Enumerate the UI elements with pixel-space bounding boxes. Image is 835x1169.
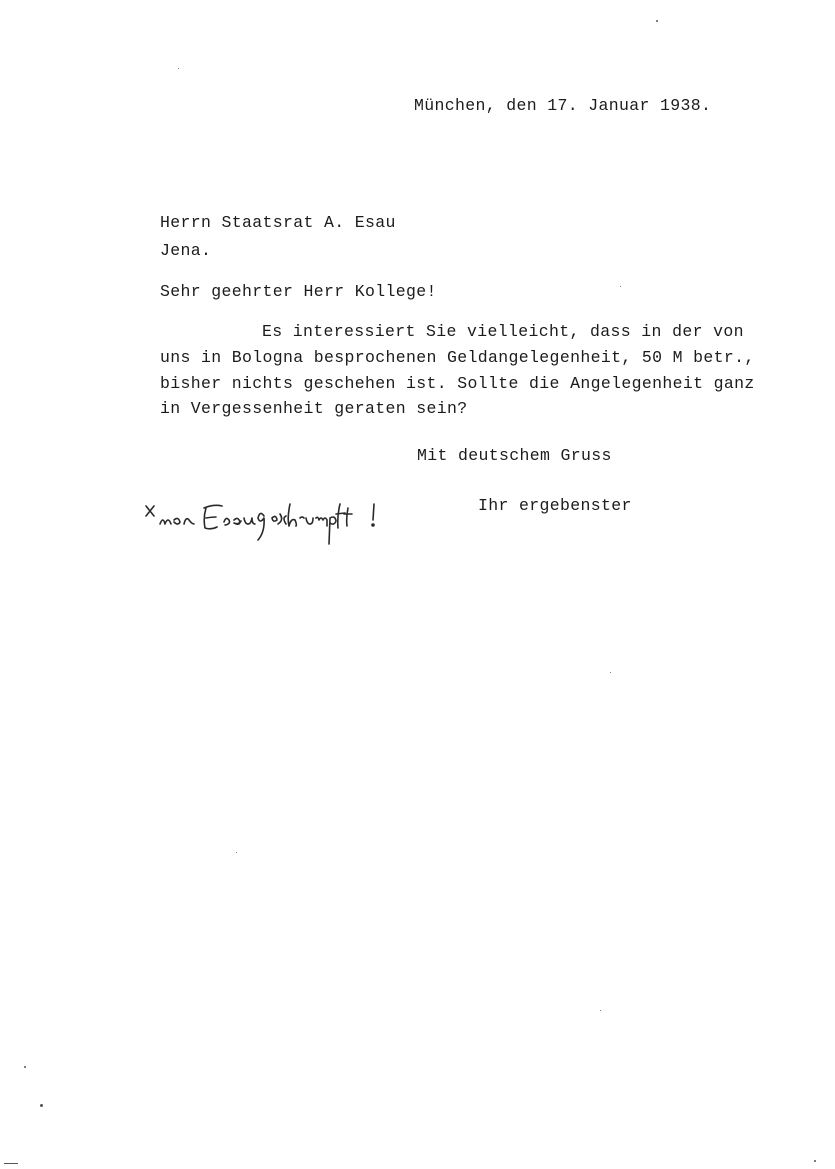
handwritten-annotation <box>140 494 390 554</box>
body-line-2: uns in Bologna besprochenen Geldangelegenheit, 50 M betr., <box>160 348 755 367</box>
scan-speck <box>610 672 611 673</box>
scan-speck <box>24 1066 26 1068</box>
scan-speck <box>40 1104 43 1107</box>
scan-speck <box>814 1160 816 1162</box>
scan-speck <box>178 68 179 69</box>
scan-speck <box>4 1163 18 1164</box>
salutation: Sehr geehrter Herr Kollege! <box>160 282 437 301</box>
recipient-line-2: Jena. <box>160 241 212 260</box>
body-line-3: bisher nichts geschehen ist. Sollte die Angelegenheit ganz <box>160 374 755 393</box>
scan-speck <box>656 20 658 22</box>
body-line-1: Es interessiert Sie vielleicht, dass in der von <box>262 322 744 341</box>
scan-speck <box>600 1010 601 1011</box>
body-line-4: in Vergessenheit geraten sein? <box>160 399 468 418</box>
signoff: Ihr ergebenster <box>478 496 632 515</box>
closing: Mit deutschem Gruss <box>417 446 612 465</box>
recipient-line-1: Herrn Staatsrat A. Esau <box>160 213 396 232</box>
date-line: München, den 17. Januar 1938. <box>414 96 712 115</box>
scan-speck <box>620 286 621 287</box>
scan-speck <box>236 852 237 853</box>
